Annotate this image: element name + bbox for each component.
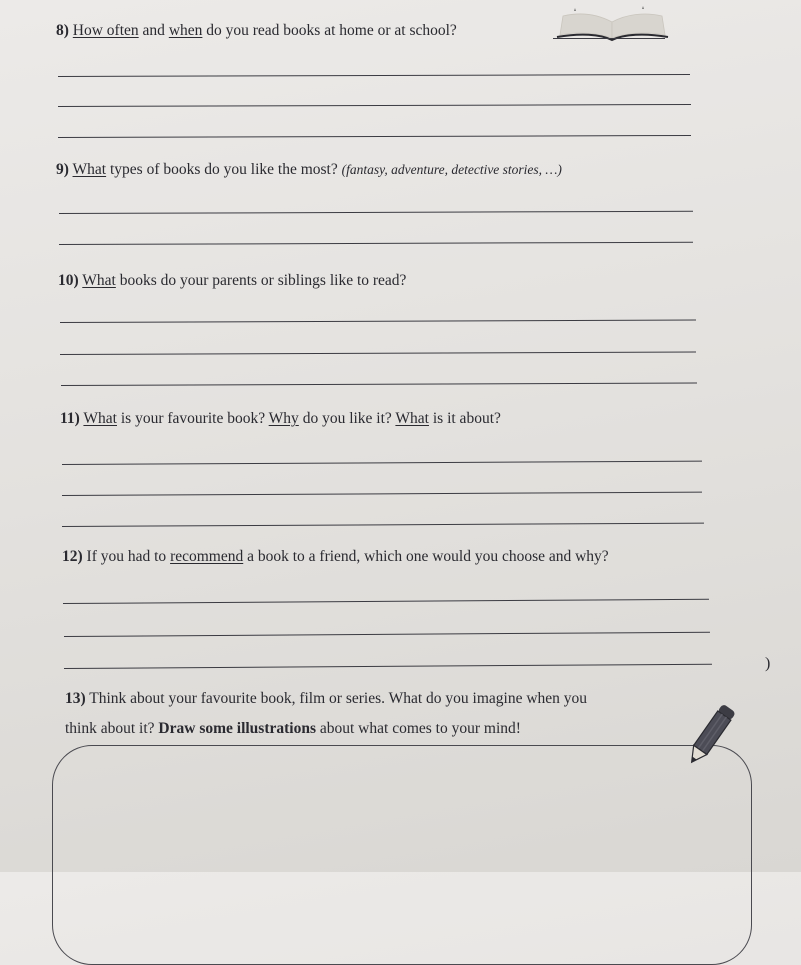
pencil-icon	[680, 700, 740, 772]
question-text: and	[138, 22, 169, 39]
question-text: a book to a friend, which one would you choose and why?	[243, 548, 609, 565]
answer-line[interactable]	[62, 523, 704, 527]
question-number: 11)	[60, 410, 80, 427]
question-13	[65, 690, 587, 708]
question-9	[56, 161, 562, 179]
question-10	[58, 272, 406, 290]
question-keyword: recommend	[170, 548, 244, 565]
margin-mark: )	[765, 655, 771, 672]
illustration-box[interactable]	[52, 745, 752, 965]
question-text: think about it?	[65, 720, 159, 737]
question-number: 9)	[56, 161, 69, 178]
answer-line[interactable]	[553, 38, 665, 39]
question-text: do you like it?	[298, 410, 396, 427]
question-text: types of books do you like the most?	[106, 161, 342, 178]
question-keyword: when	[168, 22, 203, 39]
question-number: 10)	[58, 272, 79, 289]
question-keyword: Why	[268, 410, 299, 427]
question-text: books do your parents or siblings like to read?	[115, 272, 407, 289]
answer-line[interactable]	[62, 461, 702, 465]
question-11	[60, 410, 501, 428]
question-13-line-2	[65, 720, 521, 738]
question-8	[56, 22, 457, 40]
open-book-icon	[555, 2, 670, 42]
question-number: 13)	[65, 690, 86, 707]
answer-line[interactable]	[62, 492, 702, 496]
question-keyword: What	[83, 410, 117, 427]
examples-text: (fantasy, adventure, detective stories, …)	[341, 162, 562, 177]
answer-line[interactable]	[63, 599, 709, 604]
answer-line[interactable]	[58, 74, 690, 77]
answer-line[interactable]	[58, 135, 691, 138]
question-text: If you had to	[82, 548, 171, 565]
question-keyword: How often	[72, 22, 139, 39]
answer-line[interactable]	[59, 211, 693, 214]
question-keyword: What	[72, 161, 107, 178]
answer-line[interactable]	[60, 320, 696, 323]
question-12	[62, 548, 609, 566]
answer-line[interactable]	[60, 352, 696, 355]
instruction-emphasis: Draw some illustrations	[158, 720, 316, 737]
answer-line[interactable]	[64, 664, 712, 669]
question-text: Think about your favourite book, film or series. What do you imagine when you	[85, 690, 588, 707]
question-text: do you read books at home or at school?	[202, 22, 457, 39]
answer-line[interactable]	[61, 383, 697, 386]
answer-line[interactable]	[59, 242, 693, 245]
answer-line[interactable]	[58, 104, 691, 107]
question-text: is it about?	[428, 410, 501, 427]
question-keyword: What	[82, 272, 116, 289]
answer-line[interactable]	[64, 632, 710, 637]
question-number: 12)	[62, 548, 83, 565]
question-keyword: What	[395, 410, 429, 427]
question-text: is your favourite book?	[117, 410, 269, 427]
question-number: 8)	[56, 22, 69, 39]
question-text: about what comes to your mind!	[316, 720, 521, 737]
